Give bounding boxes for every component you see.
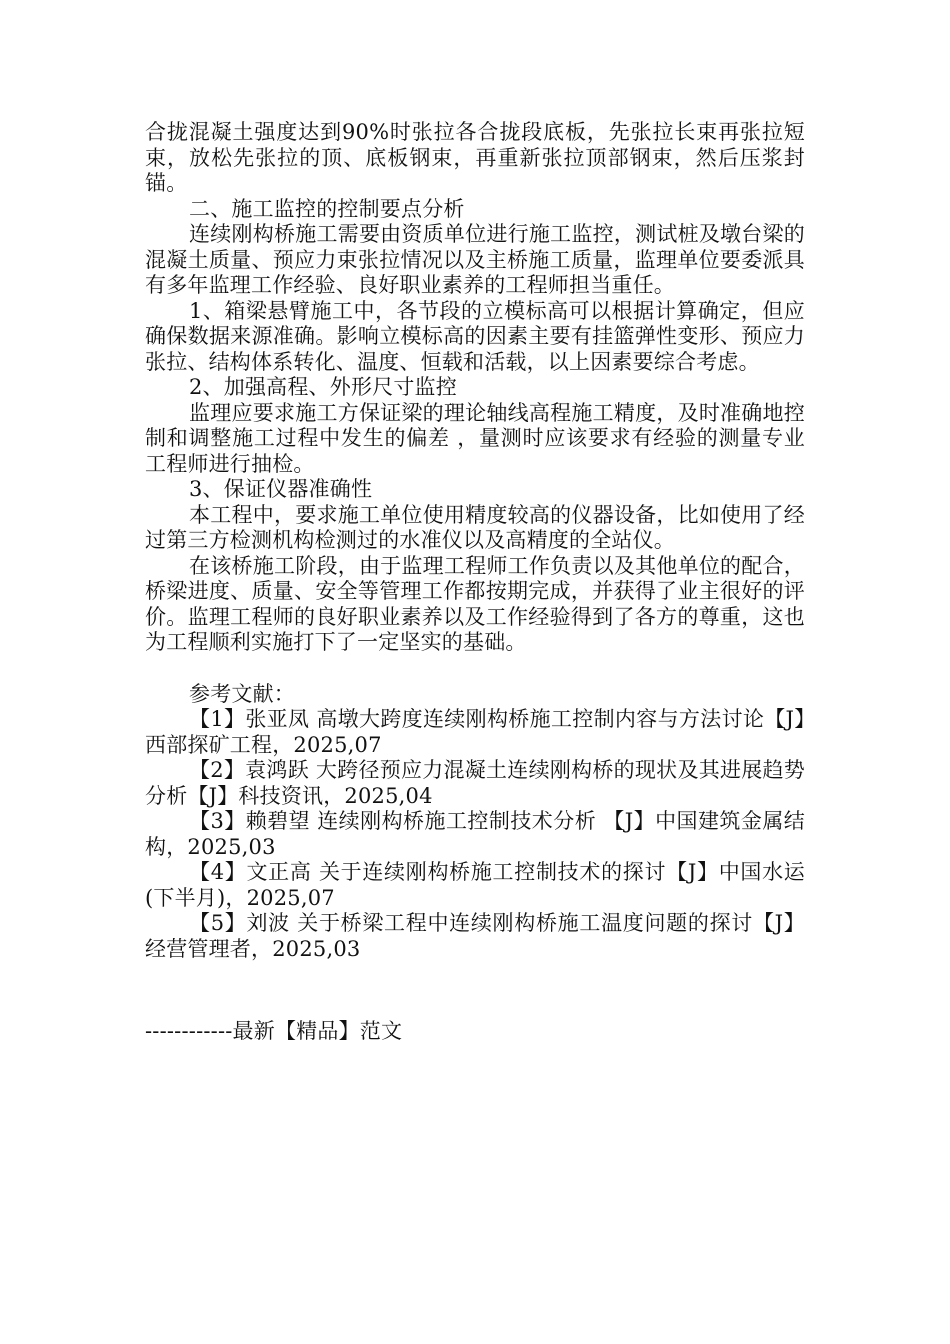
paragraph-point-2: 监理应要求施工方保证梁的理论轴线高程施工精度，及时准确地控制和调整施工过程中发生的偏差 ，量测时应该要求有经验的测量专业工程师进行抽检。 [145, 400, 805, 476]
section-heading-monitoring: 二、施工监控的控制要点分析 [189, 196, 465, 221]
paragraph-conclusion: 在该桥施工阶段，由于监理工程师工作负责以及其他单位的配合，桥梁进度、质量、安全等管理工作都按期完成，并获得了业主很好的评价。监理工程师的良好职业素养以及工作经验得到了各方的尊重，这也为工程顺利实施打下了一定坚实的基础。 [145, 553, 805, 654]
reference-item: 【2】袁鸿跃 大跨径预应力混凝土连续刚构桥的现状及其进展趋势分析【J】科技资讯，2025,04 [145, 758, 805, 808]
reference-item: 【5】刘波 关于桥梁工程中连续刚构桥施工温度问题的探讨【J】经营管理者，2025,03 [145, 911, 805, 961]
reference-item: 【1】张亚凤 高墩大跨度连续刚构桥施工控制内容与方法讨论【J】西部探矿工程，2025,07 [145, 707, 805, 757]
paragraph-monitoring-intro: 连续刚构桥施工需要由资质单位进行施工监控，测试桩及墩台梁的混凝土质量、预应力束张拉情况以及主桥施工质量，监理单位要委派具有多年监理工作经验、良好职业素养的工程师担当重任。 [145, 222, 805, 297]
footer-label: ------------最新【精品】范文 [145, 1019, 403, 1043]
paragraph-point-3: 本工程中，要求施工单位使用精度较高的仪器设备，比如使用了经过第三方检测机构检测过的水准仪以及高精度的全站仪。 [145, 502, 805, 552]
document-body [145, 120, 805, 962]
paragraph-continuation: 合拢混凝土强度达到90%时张拉各合拢段底板，先张拉长束再张拉短束，放松先张拉的顶、底板钢束，再重新张拉顶部钢束，然后压浆封锚。 [145, 120, 805, 195]
references-heading: 参考文献： [189, 681, 295, 706]
reference-item: 【4】文正高 关于连续刚构桥施工控制技术的探讨【J】中国水运(下半月)，2025,07 [145, 860, 805, 910]
subheading-point-3: 3、保证仪器准确性 [189, 477, 373, 501]
paragraph-point-1: 1、箱梁悬臂施工中，各节段的立模标高可以根据计算确定，但应确保数据来源准确。影响立模标高的因素主要有挂篮弹性变形、预应力张拉、结构体系转化、温度、恒载和活载，以上因素要综合考虑。 [145, 298, 805, 374]
references-list [145, 707, 805, 962]
reference-item: 【3】赖碧望 连续刚构桥施工控制技术分析 【J】中国建筑金属结构，2025,03 [145, 809, 805, 859]
subheading-point-2: 2、加强高程、外形尺寸监控 [189, 375, 457, 399]
